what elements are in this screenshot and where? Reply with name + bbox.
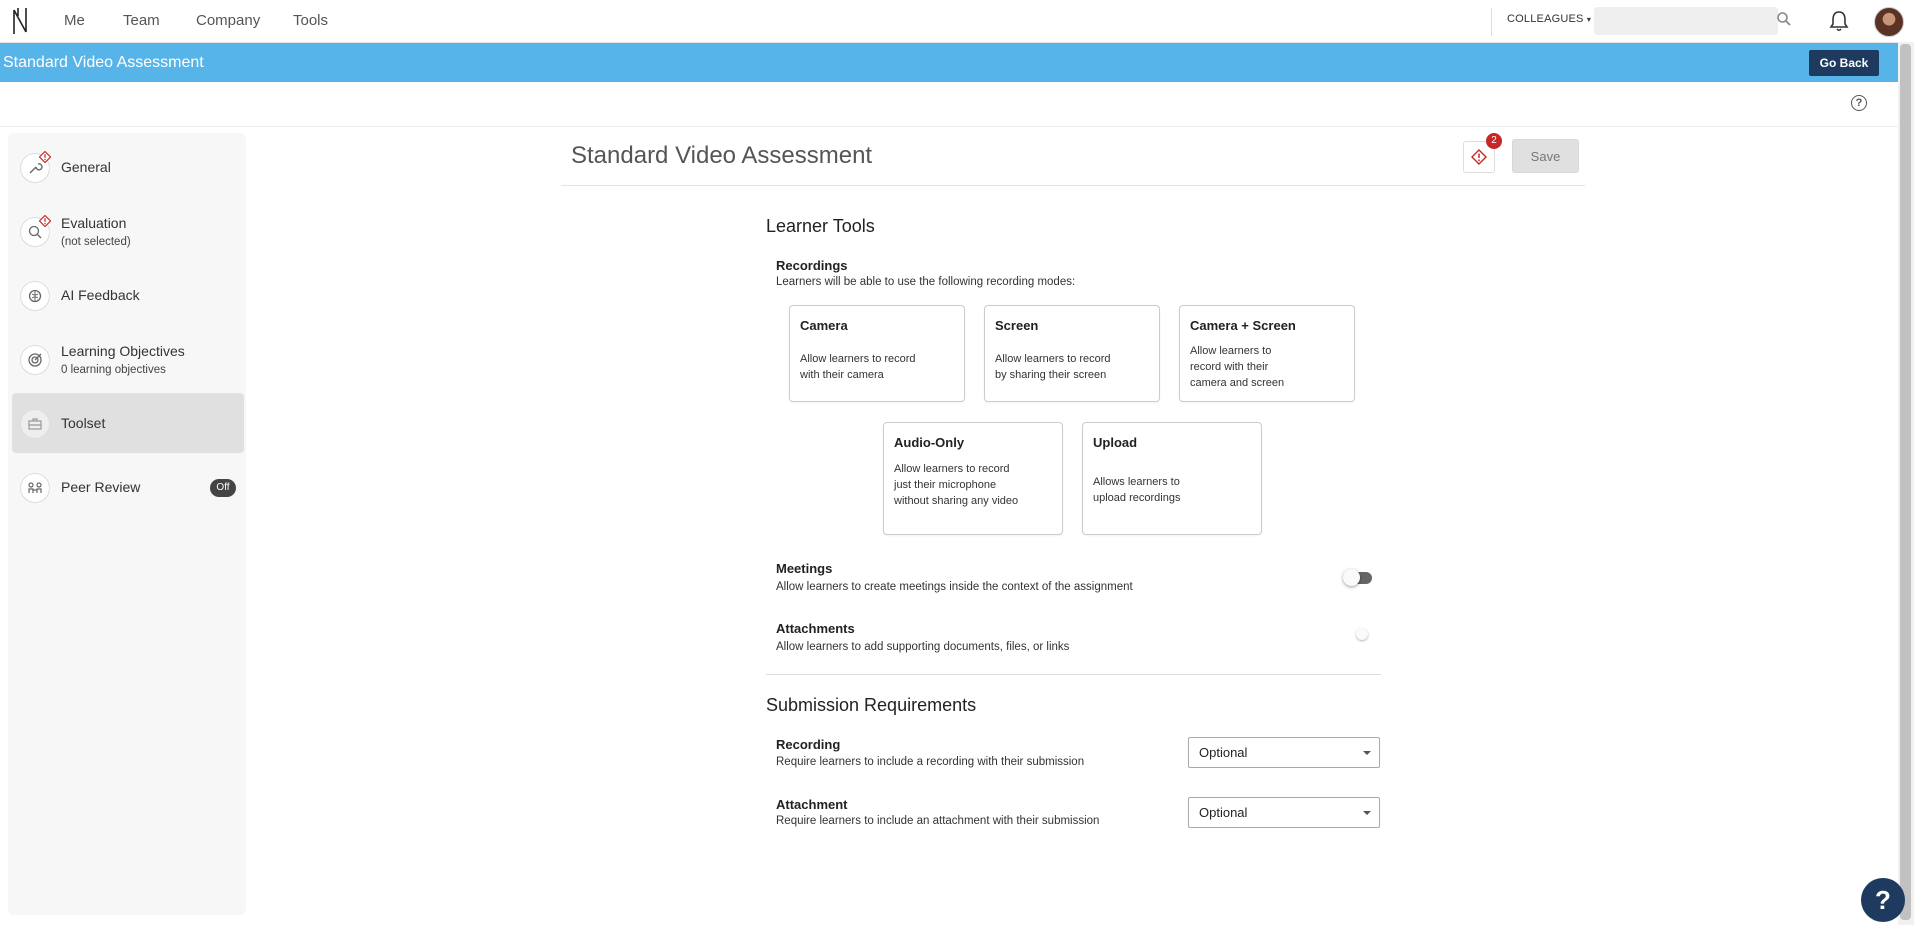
toolbox-icon — [20, 409, 50, 439]
sidebar-item-sublabel: 0 learning objectives — [61, 364, 166, 376]
recordings-description: Learners will be able to use the following recording modes: — [776, 276, 1076, 288]
logo-icon[interactable] — [12, 6, 30, 36]
status-badge: Off — [210, 479, 236, 497]
people-icon — [20, 473, 50, 503]
nav-team[interactable]: Team — [123, 12, 160, 29]
meetings-description: Allow learners to create meetings inside the context of the assignment — [776, 581, 1133, 593]
card-description: Allow learners to record with their camera and screen — [1190, 345, 1285, 389]
sidebar-item-ai-feedback[interactable] — [12, 265, 244, 325]
bell-icon[interactable] — [1828, 9, 1850, 33]
caret-down-icon — [1363, 811, 1371, 815]
caret-down-icon — [1363, 751, 1371, 755]
section-divider — [766, 674, 1381, 675]
mode-card-upload[interactable] — [1082, 422, 1262, 535]
attachment-requirement-description: Require learners to include an attachment with their submission — [776, 815, 1100, 827]
mode-card-screen[interactable] — [984, 305, 1160, 402]
title-divider — [561, 185, 1585, 186]
help-chat-button[interactable]: ? — [1861, 878, 1905, 922]
colleagues-label: COLLEAGUES — [1507, 13, 1584, 25]
nav-company[interactable]: Company — [196, 12, 261, 29]
attachments-description: Allow learners to add supporting documents, files, or links — [776, 641, 1070, 653]
attachments-label: Attachments — [776, 621, 855, 636]
nav-me[interactable]: Me — [64, 12, 85, 29]
card-title: Screen — [995, 318, 1039, 333]
avatar[interactable] — [1874, 7, 1904, 37]
assessment-header-title: Standard Video Assessment — [3, 54, 204, 71]
colleagues-dropdown[interactable] — [1507, 13, 1591, 25]
go-back-button[interactable]: Go Back — [1809, 50, 1879, 76]
toggle-knob — [1356, 628, 1368, 640]
attachments-toggle[interactable] — [1350, 632, 1376, 644]
submission-requirements-heading: Submission Requirements — [766, 695, 977, 715]
warning-icon — [39, 215, 51, 227]
sidebar-item-label: General — [61, 159, 111, 175]
select-value: Optional — [1199, 745, 1248, 760]
attachment-requirement-label: Attachment — [776, 797, 848, 812]
nav-divider — [1491, 8, 1492, 36]
sidebar-item-label: Peer Review — [61, 479, 141, 495]
recording-requirement-label: Recording — [776, 737, 841, 752]
warning-icon — [1471, 149, 1487, 165]
top-nav — [0, 0, 1898, 43]
nav-tools[interactable]: Tools — [293, 12, 329, 29]
caret-down-icon: ▾ — [1586, 15, 1592, 24]
sidebar-item-sublabel: (not selected) — [61, 236, 131, 248]
sidebar-item-toolset[interactable] — [12, 393, 244, 453]
recording-requirement-select[interactable] — [1188, 737, 1380, 768]
sidebar-item-label: Learning Objectives — [61, 343, 185, 359]
sidebar-item-label: Toolset — [61, 415, 106, 431]
scrollbar-thumb[interactable] — [1900, 44, 1911, 920]
card-description: Allow learners to record just their microphone without sharing any video — [894, 463, 1019, 507]
warning-icon — [39, 151, 51, 163]
sub-toolbar — [0, 82, 1898, 127]
assessment-header-bar — [0, 43, 1898, 82]
mode-card-camera[interactable] — [789, 305, 965, 402]
recordings-label: Recordings — [776, 258, 848, 273]
card-description: Allow learners to record by sharing their screen — [995, 353, 1111, 381]
search-input[interactable] — [1594, 7, 1778, 35]
brain-icon — [20, 281, 50, 311]
search-icon[interactable] — [1776, 11, 1792, 27]
help-icon[interactable]: ? — [1851, 95, 1867, 111]
card-description: Allow learners to record with their camera — [800, 353, 916, 381]
sidebar-item-evaluation[interactable] — [12, 201, 244, 261]
target-icon — [20, 345, 50, 375]
toggle-knob — [1343, 569, 1360, 586]
issues-count-badge: 2 — [1486, 133, 1502, 149]
learner-tools-heading: Learner Tools — [766, 216, 875, 236]
save-button[interactable]: Save — [1512, 139, 1579, 173]
sidebar-item-label: AI Feedback — [61, 287, 140, 303]
sidebar-item-label: Evaluation — [61, 215, 127, 231]
card-title: Upload — [1093, 435, 1138, 450]
meetings-toggle[interactable] — [1346, 572, 1372, 584]
sidebar-item-general[interactable] — [12, 137, 244, 197]
recording-requirement-description: Require learners to include a recording with their submission — [776, 756, 1085, 768]
card-title: Audio-Only — [894, 435, 965, 450]
page-title: Standard Video Assessment — [571, 142, 873, 169]
mode-card-camera-screen[interactable] — [1179, 305, 1355, 402]
card-title: Camera + Screen — [1190, 318, 1296, 333]
meetings-label: Meetings — [776, 561, 833, 576]
attachment-requirement-select[interactable] — [1188, 797, 1380, 828]
card-title: Camera — [800, 318, 848, 333]
card-description: Allows learners to upload recordings — [1093, 476, 1181, 504]
select-value: Optional — [1199, 805, 1248, 820]
sidebar-item-peer-review[interactable] — [12, 457, 244, 517]
mode-card-audio-only[interactable] — [883, 422, 1063, 535]
sidebar-item-learning-objectives[interactable] — [12, 329, 244, 389]
